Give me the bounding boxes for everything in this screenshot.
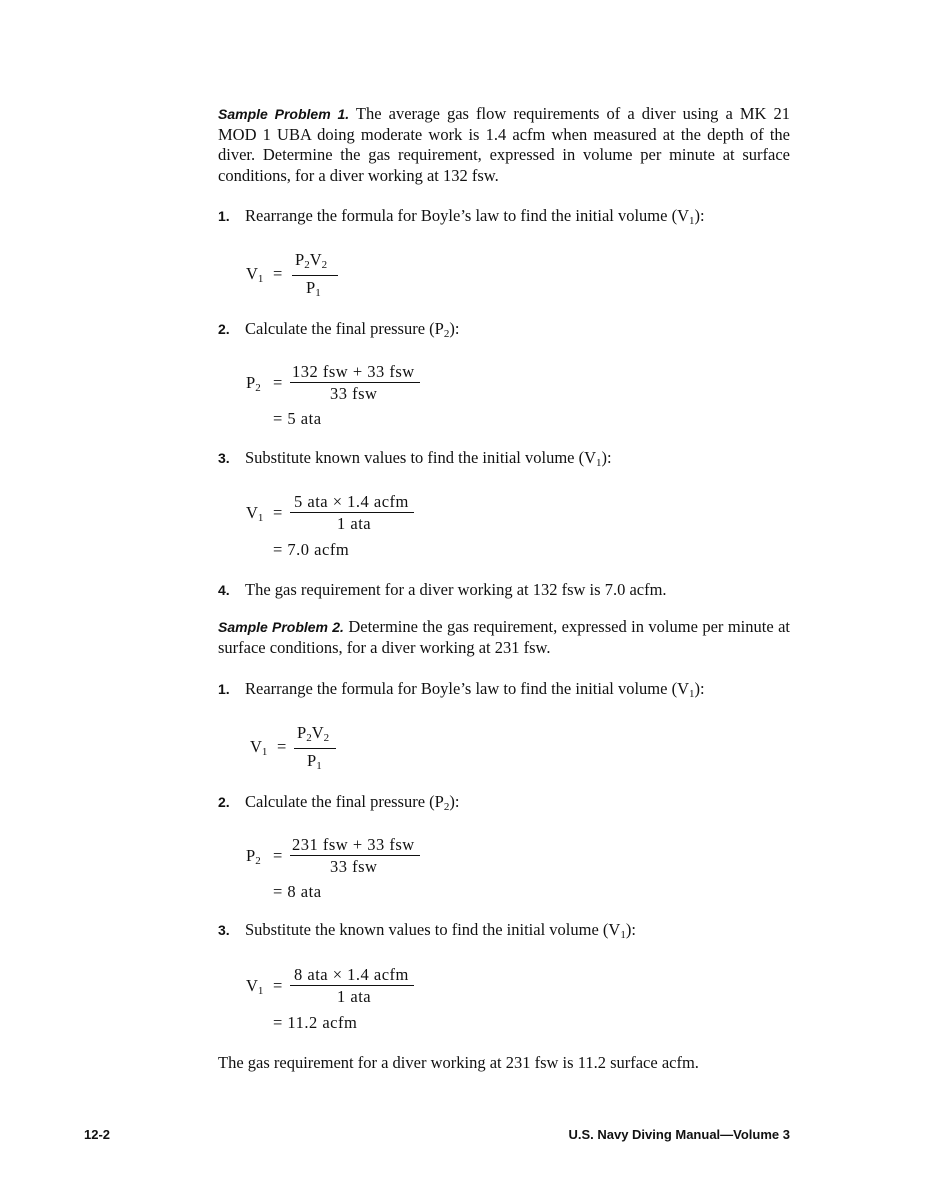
p1-step3: 3. Substitute known values to find the initial volume $(V_1)$:	[218, 448, 612, 469]
p2-step2: 2. Calculate the final pressure $(P_2)$:	[218, 792, 460, 813]
p2-step3: 3. Substitute the known values to find the initial volume $(V_1)$:	[218, 920, 636, 941]
problem1-title: Sample Problem 1.	[218, 106, 350, 122]
p1-step4: 4. The gas requirement for a diver working at 132 fsw is 7.0 acfm.	[218, 580, 667, 599]
problem1-intro: The average gas flow requirements of a diver using a MK 21 MOD 1 UBA doing moderate work is 1.4 acfm when measured at the depth of the diver. Determine the gas requirement, expressed in volume per minute at surface conditions, for a diver working at 132 fsw.	[218, 104, 790, 185]
problem2-paragraph	[218, 617, 790, 658]
p2-step1: 1. Rearrange the formula for Boyle’s law to find the initial volume $(V_1)$:	[218, 679, 705, 700]
p1-step1: 1. Rearrange the formula for Boyle’s law to find the initial volume $(V_1)$:	[218, 206, 705, 227]
manual-title: U.S. Navy Diving Manual—Volume 3	[568, 1127, 790, 1142]
problem2-intro: Determine the gas requirement, expressed in volume per minute at surface conditions, for a diver working at 231 fsw.	[218, 617, 791, 657]
problem2-title: Sample Problem 2.	[218, 619, 344, 635]
p2-conclusion: The gas requirement for a diver working at 231 fsw is 11.2 surface acfm.	[218, 1053, 699, 1072]
page-number: 12-2	[84, 1127, 111, 1142]
problem1-paragraph	[218, 104, 790, 186]
p1-step2: 2. Calculate the final pressure $(P_2)$:	[218, 319, 460, 340]
